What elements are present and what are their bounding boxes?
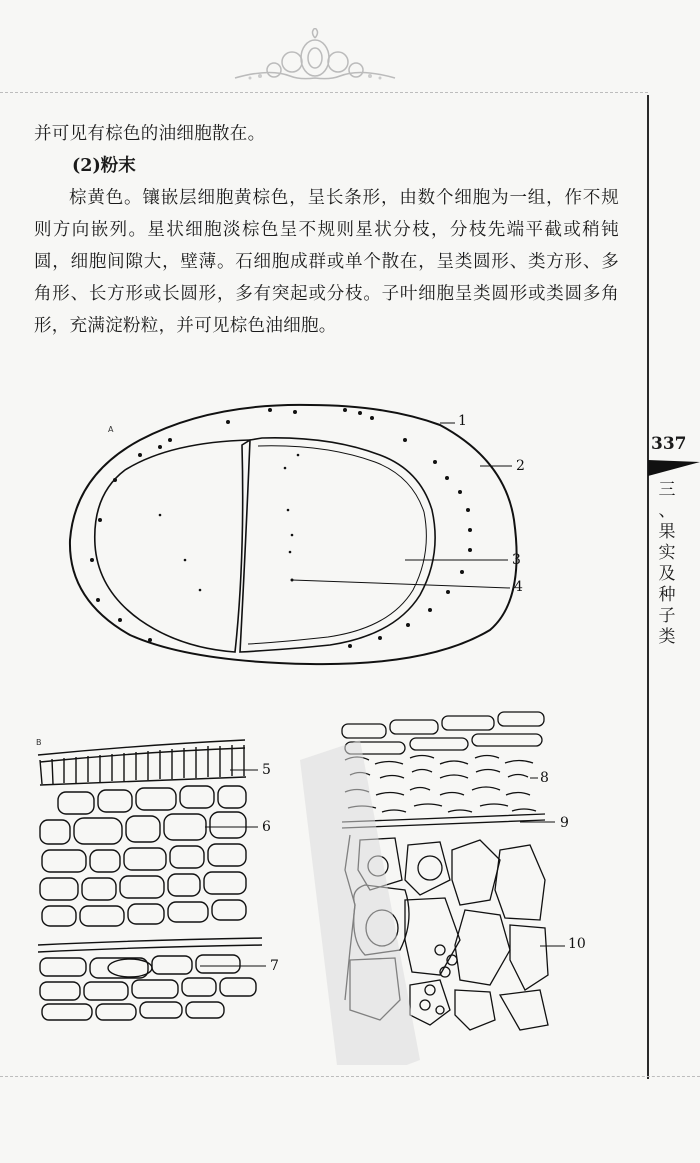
- chapter-char: 果: [658, 522, 676, 542]
- panel-a-leaders: [292, 423, 512, 588]
- chapter-char: 、: [658, 501, 676, 521]
- chapter-tab-marker: [648, 460, 700, 476]
- margin-rule: [647, 95, 649, 1079]
- body-text: [34, 118, 619, 342]
- footer-divider: [0, 1076, 700, 1077]
- panel-a-section: [70, 405, 517, 664]
- callout-6: 6: [262, 819, 271, 835]
- panel-a-dots: [90, 408, 472, 648]
- paragraph-continuation: 并可见有棕色的油细胞散在。: [34, 124, 266, 144]
- callout-7: 7: [270, 958, 279, 974]
- watermark: [300, 740, 420, 1065]
- callout-8: 8: [540, 770, 549, 786]
- callout-10: 10: [568, 936, 586, 952]
- panel-a-label: A: [108, 425, 114, 434]
- page-number: 337: [651, 434, 687, 454]
- section-heading: (2)粉末: [72, 156, 136, 176]
- chapter-char: 三: [658, 480, 676, 500]
- paragraph-powder: 棕黄色。镶嵌层细胞黄棕色，呈长条形，由数个细胞为一组，作不规则方向嵌列。星状细胞淡棕色呈不规则星状分枝，分枝先端平截或稍钝圆，细胞间隙大，壁薄。石细胞成群或单个散在，呈类圆形、类方形、多角形、长方形或长圆形，多有突起或分枝。子叶细胞呈类圆形或类圆多角形，充满淀粉粒，并可见棕色油细胞。: [34, 188, 619, 336]
- chapter-title: [655, 480, 679, 648]
- header-ornament: [230, 28, 400, 90]
- chapter-char: 类: [658, 627, 676, 647]
- callout-2: 2: [516, 458, 525, 474]
- callout-5: 5: [262, 762, 271, 778]
- header-divider: [0, 92, 648, 93]
- chapter-char: 及: [658, 564, 676, 584]
- panel-b-lower: [38, 938, 262, 1020]
- panel-b-upper: [38, 740, 246, 926]
- anatomy-figure: [0, 395, 640, 1065]
- chapter-char: 实: [658, 543, 676, 563]
- panel-b-label: B: [36, 738, 42, 747]
- callout-3: 3: [512, 552, 521, 568]
- figure-drawing: [0, 395, 640, 1065]
- chapter-char: 子: [658, 606, 676, 626]
- callout-4: 4: [514, 579, 523, 595]
- callout-1: 1: [458, 413, 467, 429]
- chapter-char: 种: [658, 585, 676, 605]
- callout-9: 9: [560, 815, 569, 831]
